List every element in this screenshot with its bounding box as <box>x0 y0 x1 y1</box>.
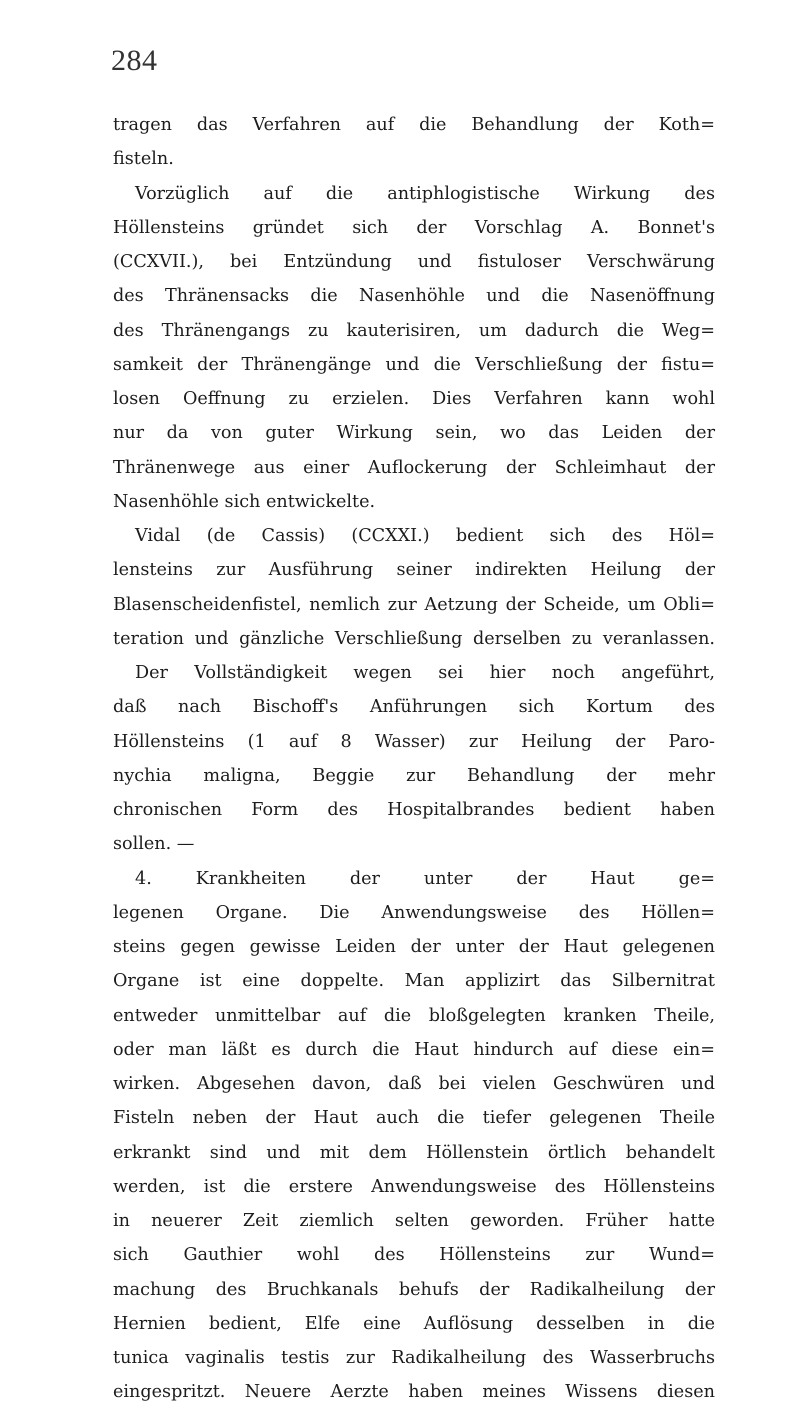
text-line: Hernien bedient, Elfe eine Auflösung desselben in die <box>113 1313 715 1334</box>
text-line: nur da von guter Wirkung sein, wo das Leiden der <box>113 423 715 444</box>
text-line: in neuerer Zeit ziemlich selten geworden. Früher hatte <box>113 1211 715 1231</box>
text-line: Thränenwege aus einer Auflockerung der Schleimhaut der <box>113 457 715 478</box>
text-line: samkeit der Thränengänge und die Verschließung der fistu= <box>113 354 715 375</box>
text-line: Vidal (de Cassis) (CCXXI.) bedient sich des Höl= <box>135 526 715 546</box>
text-line: entweder unmittelbar auf die bloßgelegten kranken Theile, <box>113 1005 715 1026</box>
text-line: chronischen Form des Hospitalbrandes bedient haben <box>113 800 715 820</box>
text-line: legenen Organe. Die Anwendungsweise des Höllen= <box>113 902 715 923</box>
text-line: sollen. — <box>113 834 195 855</box>
text-line: teration und gänzliche Verschließung derselben zu veranlassen. <box>113 628 715 649</box>
text-line: 4. Krankheiten der unter der Haut ge= <box>135 868 715 889</box>
page-number: 284 <box>111 44 158 77</box>
text-line: (CCXVII.), bei Entzündung und fistuloser Verschwärung <box>113 252 715 272</box>
text-line: Nasenhöhle sich entwickelte. <box>113 491 376 512</box>
text-line: Der Vollständigkeit wegen sei hier noch angeführt, <box>135 663 715 683</box>
body-text <box>113 108 715 1410</box>
text-line: erkrankt sind und mit dem Höllenstein örtlich behandelt <box>113 1142 715 1163</box>
text-line: nychia maligna, Beggie zur Behandlung der mehr <box>113 765 715 786</box>
text-line: Höllensteins (1 auf 8 Wasser) zur Heilung der Paro- <box>113 731 715 752</box>
text-line: tunica vaginalis testis zur Radikalheilung des Wasserbruchs <box>113 1348 715 1368</box>
text-line: Organe ist eine doppelte. Man applizirt das Silbernitrat <box>113 971 715 992</box>
text-line: des Thränensacks die Nasenhöhle und die Nasenöffnung <box>113 286 715 307</box>
text-line: fisteln. <box>113 149 174 170</box>
text-line: Fisteln neben der Haut auch die tiefer gelegenen Theile <box>113 1108 715 1129</box>
text-line: machung des Bruchkanals behufs der Radikalheilung der <box>113 1279 715 1300</box>
text-line: Höllensteins gründet sich der Vorschlag A. Bonnet's <box>113 217 715 238</box>
text-line: sich Gauthier wohl des Höllensteins zur Wund= <box>113 1245 715 1266</box>
text-line: des Thränengangs zu kauterisiren, um dadurch die Weg= <box>113 320 715 341</box>
text-line: lensteins zur Ausführung seiner indirekten Heilung der <box>113 560 715 581</box>
text-line: steins gegen gewisse Leiden der unter der Haut gelegenen <box>113 937 715 957</box>
text-line: werden, ist die erstere Anwendungsweise des Höllensteins <box>113 1176 715 1197</box>
text-line: wirken. Abgesehen davon, daß bei vielen Geschwüren und <box>113 1074 715 1094</box>
text-line: oder man läßt es durch die Haut hindurch auf diese ein= <box>113 1039 715 1060</box>
text-line: Vorzüglich auf die antiphlogistische Wirkung des <box>135 183 715 204</box>
text-line: eingespritzt. Neuere Aerzte haben meines Wissens diesen <box>113 1382 715 1403</box>
text-line: tragen das Verfahren auf die Behandlung der Koth= <box>113 115 715 135</box>
text-line: losen Oeffnung zu erzielen. Dies Verfahren kann wohl <box>113 389 715 409</box>
text-line: daß nach Bischoff's Anführungen sich Kortum des <box>113 697 715 718</box>
text-line: Blasenscheidenfistel, nemlich zur Aetzung der Scheide, um Obli= <box>113 594 715 615</box>
